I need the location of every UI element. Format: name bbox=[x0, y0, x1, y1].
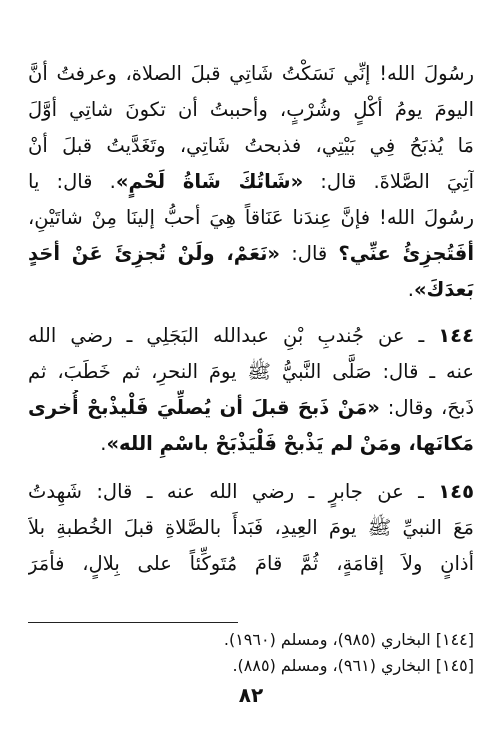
text-segment: . bbox=[100, 432, 107, 455]
hadith-145 bbox=[28, 474, 474, 582]
footnote-145: [١٤٥] البخاري (٩٦١)، ومسلم (٨٨٥). bbox=[232, 656, 474, 675]
text-segment: آتِيَ الصَّلاةَ. قال: bbox=[303, 170, 474, 193]
hadith-144 bbox=[28, 318, 474, 462]
text-line: رسُولَ الله! فإنَّ عِندَنا عَنَاقاً هِيَ أحبُّ إلينَا مِنْ شاتَيْنِ، bbox=[28, 206, 474, 229]
hadith-number: ١٤٤ bbox=[438, 324, 474, 347]
prophet-quote: «شَاتُكَ شَاةُ لَحْمٍ» bbox=[115, 170, 304, 193]
text-line: مَا يُذبَحُ فِي بَيْتِي، فذبحتُ شَاتِي، وتَغَدَّيتُ قبلَ أنْ bbox=[28, 134, 474, 157]
text-segment: ـ عن جابرٍ ـ رضي الله عنه ـ قال: شَهِدتُ bbox=[28, 480, 439, 503]
text-line bbox=[28, 318, 474, 354]
text-line bbox=[28, 474, 474, 510]
text-line bbox=[28, 390, 474, 426]
text-line: اليومَ يومُ أكْلٍ وشُرْبٍ، وأحببتُ أن تكونَ شاتِي أوَّلَ bbox=[28, 98, 474, 121]
text-segment: . bbox=[407, 278, 414, 301]
text-segment: ـ عن جُندبِ بْنِ عبدالله البَجَلِي ـ رضي الله bbox=[28, 324, 439, 347]
text-line: عنه ـ قال: صَلَّى النَّبيُّ ﷺ يومَ النحرِ، ثم خَطَبَ، ثم bbox=[28, 360, 474, 383]
text-segment: . قال: يا bbox=[28, 170, 116, 193]
text-segment: قال: bbox=[280, 242, 339, 265]
page-number: ٨٢ bbox=[238, 683, 264, 707]
text-line: أذانٍ ولاَ إقامَةٍ، ثُمَّ قامَ مُتَوكِّئاً على بِلالٍ، فأمَرَ bbox=[28, 552, 474, 575]
hadith-number: ١٤٥ bbox=[438, 480, 474, 503]
footnote-divider bbox=[28, 622, 238, 623]
text-line: رسُولَ الله! إنِّي نَسَكْتُ شَاتِي قبلَ الصلاة، وعرفتُ أنَّ bbox=[28, 62, 474, 85]
prophet-quote: بَعدَكَ» bbox=[413, 278, 474, 301]
text-line bbox=[28, 164, 474, 200]
prophet-quote: «مَنْ ذَبحَ قبلَ أن يُصلِّيَ فَلْيذْبحْ أُخرى bbox=[28, 396, 380, 419]
footnote-144: [١٤٤] البخاري (٩٨٥)، ومسلم (١٩٦٠). bbox=[223, 630, 474, 649]
text-line: مَعَ النبيِّ ﷺ يومَ العِيدِ، فَبَدأَ بالصَّلاةِ قبلَ الخُطبةِ بلاَ bbox=[28, 516, 474, 539]
text-segment: ذَبحَ، وقال: bbox=[379, 396, 474, 419]
paragraph-continuation bbox=[28, 56, 474, 308]
prophet-quote: «نَعَمْ، ولَنْ تُجزِئَ عَنْ أحَدٍ bbox=[28, 242, 281, 265]
text-line bbox=[28, 236, 474, 272]
prophet-quote: مَكانَها، ومَنْ لم يَذْبحْ فَلْيَذْبَحْ باسْمِ الله» bbox=[106, 432, 474, 455]
question-text: أفَتُجزِئُ عنِّي؟ bbox=[338, 242, 474, 265]
text-line bbox=[28, 426, 474, 462]
text-line bbox=[28, 272, 474, 308]
